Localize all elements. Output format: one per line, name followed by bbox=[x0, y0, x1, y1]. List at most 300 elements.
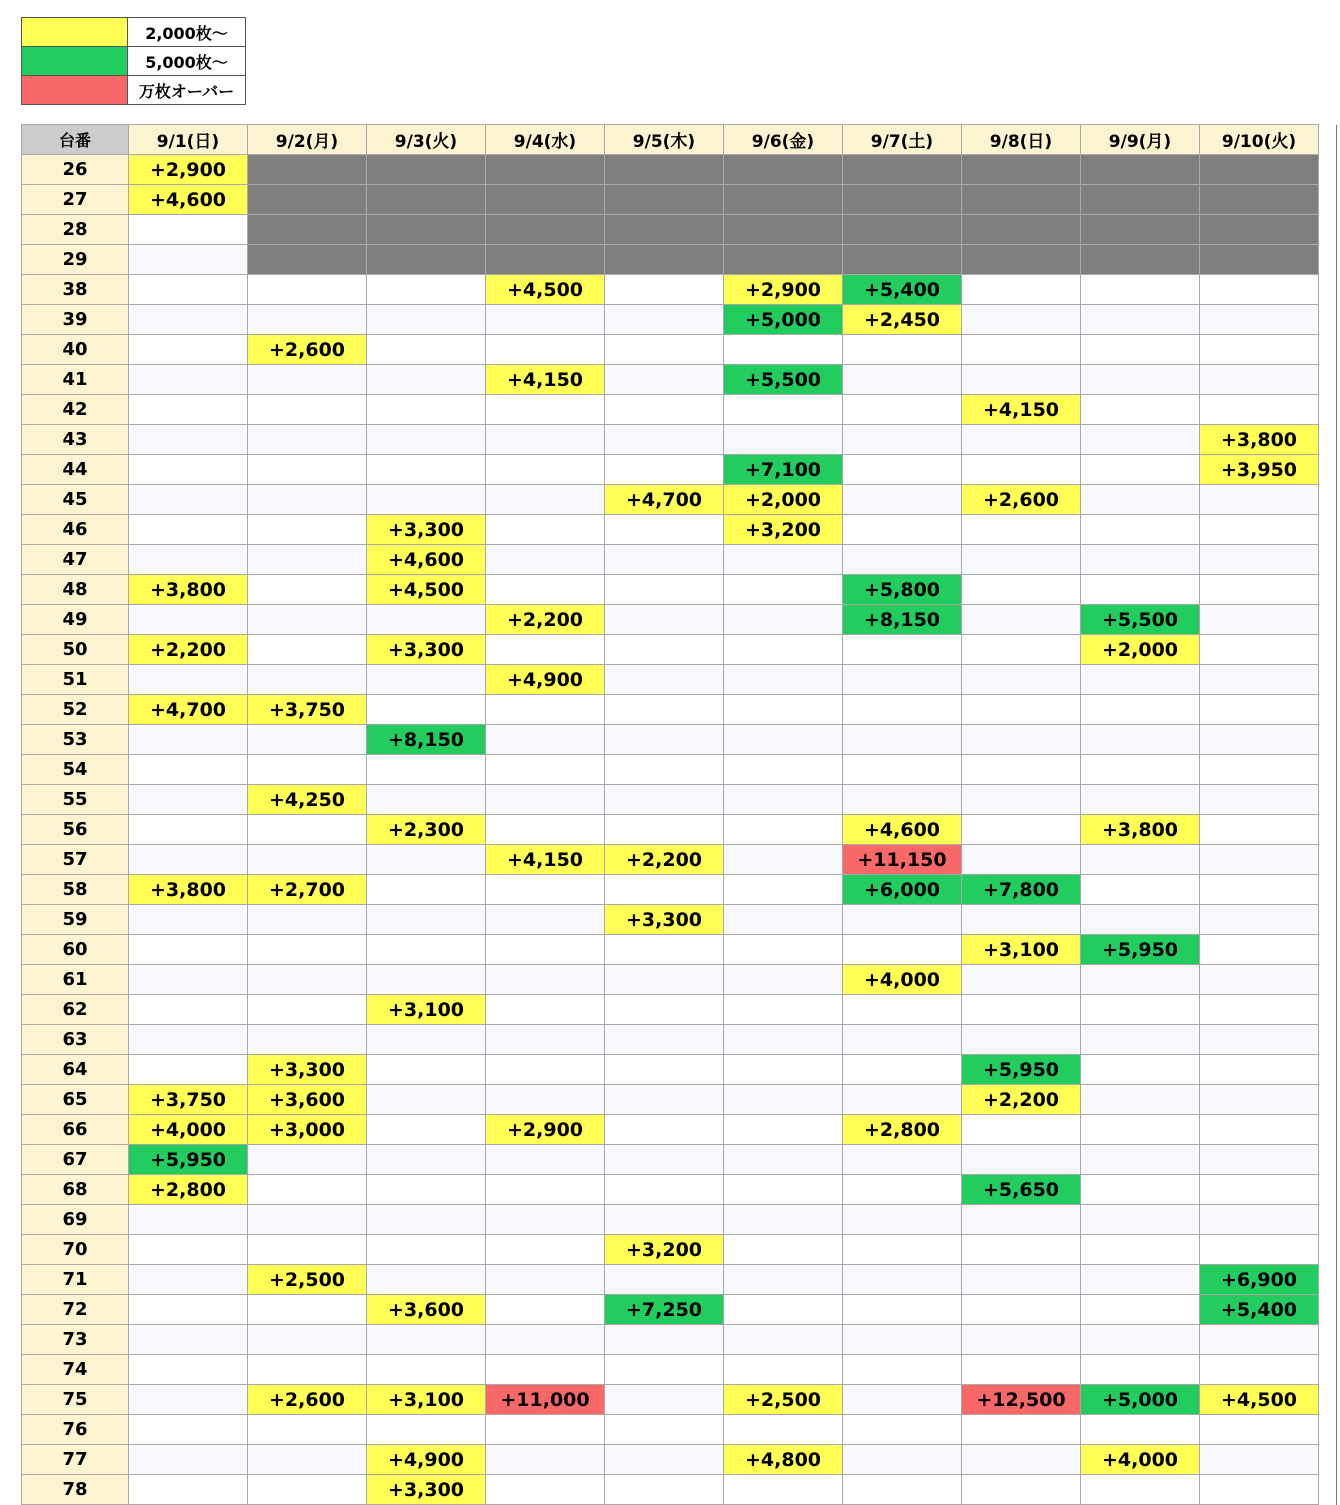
result-cell bbox=[724, 635, 843, 665]
result-cell: +3,100 bbox=[367, 1385, 486, 1415]
result-cell: +2,200 bbox=[962, 1085, 1081, 1115]
result-cell bbox=[1081, 575, 1200, 605]
result-cell bbox=[1200, 1025, 1319, 1055]
result-cell bbox=[843, 635, 962, 665]
result-cell bbox=[1081, 1265, 1200, 1295]
result-cell: +4,600 bbox=[843, 815, 962, 845]
result-cell bbox=[1200, 1085, 1319, 1115]
machine-number: 54 bbox=[22, 755, 129, 785]
result-cell bbox=[724, 815, 843, 845]
result-cell: +4,700 bbox=[129, 695, 248, 725]
result-cell bbox=[1200, 275, 1319, 305]
result-cell bbox=[1200, 365, 1319, 395]
machine-number: 70 bbox=[22, 1235, 129, 1265]
machine-number: 57 bbox=[22, 845, 129, 875]
result-cell: +4,500 bbox=[486, 275, 605, 305]
result-cell bbox=[1081, 1235, 1200, 1265]
result-cell: +4,000 bbox=[1081, 1445, 1200, 1475]
result-cell: +3,000 bbox=[248, 1115, 367, 1145]
table-row bbox=[22, 695, 1319, 725]
result-cell bbox=[962, 545, 1081, 575]
result-cell bbox=[129, 935, 248, 965]
result-cell bbox=[843, 1415, 962, 1445]
table-row bbox=[22, 155, 1319, 185]
result-cell bbox=[843, 935, 962, 965]
result-cell bbox=[962, 425, 1081, 455]
legend bbox=[21, 17, 246, 105]
result-cell bbox=[486, 935, 605, 965]
result-cell bbox=[962, 1295, 1081, 1325]
result-cell bbox=[962, 1145, 1081, 1175]
table-row bbox=[22, 875, 1319, 905]
result-cell: +12,500 bbox=[962, 1385, 1081, 1415]
result-cell bbox=[129, 995, 248, 1025]
result-cell bbox=[962, 995, 1081, 1025]
result-cell bbox=[1081, 965, 1200, 995]
table-row bbox=[22, 605, 1319, 635]
result-cell bbox=[1081, 455, 1200, 485]
result-cell: +3,200 bbox=[605, 1235, 724, 1265]
result-cell bbox=[724, 725, 843, 755]
result-cell bbox=[129, 725, 248, 755]
machine-number: 58 bbox=[22, 875, 129, 905]
table-row bbox=[22, 1415, 1319, 1445]
result-cell: +2,900 bbox=[486, 1115, 605, 1145]
result-cell bbox=[843, 785, 962, 815]
result-cell bbox=[605, 995, 724, 1025]
results-table bbox=[21, 124, 1319, 1505]
result-cell bbox=[486, 635, 605, 665]
table-row bbox=[22, 215, 1319, 245]
result-cell bbox=[486, 1175, 605, 1205]
table-row bbox=[22, 935, 1319, 965]
machine-number: 38 bbox=[22, 275, 129, 305]
result-cell bbox=[843, 695, 962, 725]
result-cell bbox=[843, 425, 962, 455]
result-cell: +4,000 bbox=[129, 1115, 248, 1145]
result-cell bbox=[1081, 1175, 1200, 1205]
result-cell bbox=[129, 755, 248, 785]
machine-number: 51 bbox=[22, 665, 129, 695]
machine-number: 40 bbox=[22, 335, 129, 365]
result-cell bbox=[605, 275, 724, 305]
result-cell bbox=[605, 1025, 724, 1055]
result-cell bbox=[843, 1175, 962, 1205]
machine-number: 41 bbox=[22, 365, 129, 395]
removed-cell bbox=[367, 245, 486, 275]
result-cell bbox=[724, 1025, 843, 1055]
result-cell: +5,400 bbox=[843, 275, 962, 305]
result-cell: +6,000 bbox=[843, 875, 962, 905]
result-cell bbox=[724, 1115, 843, 1145]
result-cell bbox=[843, 1295, 962, 1325]
table-row bbox=[22, 185, 1319, 215]
removed-cell bbox=[486, 245, 605, 275]
result-cell bbox=[1081, 1295, 1200, 1325]
result-cell bbox=[605, 305, 724, 335]
result-cell bbox=[367, 1055, 486, 1085]
table-row bbox=[22, 815, 1319, 845]
result-cell bbox=[486, 755, 605, 785]
result-cell bbox=[1081, 1355, 1200, 1385]
result-cell bbox=[367, 485, 486, 515]
removed-cell bbox=[1081, 155, 1200, 185]
result-cell bbox=[248, 1445, 367, 1475]
result-cell bbox=[843, 1355, 962, 1385]
result-cell bbox=[129, 1235, 248, 1265]
result-cell bbox=[605, 725, 724, 755]
result-cell bbox=[605, 665, 724, 695]
result-cell bbox=[962, 755, 1081, 785]
machine-number: 60 bbox=[22, 935, 129, 965]
result-cell bbox=[248, 1355, 367, 1385]
result-cell bbox=[605, 965, 724, 995]
result-cell bbox=[724, 1205, 843, 1235]
result-cell: +4,600 bbox=[367, 545, 486, 575]
table-row bbox=[22, 455, 1319, 485]
table-row bbox=[22, 635, 1319, 665]
result-cell bbox=[129, 395, 248, 425]
table-row bbox=[22, 575, 1319, 605]
result-cell bbox=[486, 1355, 605, 1385]
result-cell: +2,600 bbox=[962, 485, 1081, 515]
machine-number: 52 bbox=[22, 695, 129, 725]
result-cell bbox=[724, 335, 843, 365]
result-cell bbox=[1200, 515, 1319, 545]
result-cell bbox=[486, 515, 605, 545]
result-cell bbox=[129, 1055, 248, 1085]
result-cell bbox=[1081, 335, 1200, 365]
result-cell: +4,600 bbox=[129, 185, 248, 215]
result-cell bbox=[843, 1085, 962, 1115]
result-cell bbox=[248, 575, 367, 605]
result-cell bbox=[843, 1475, 962, 1505]
result-cell bbox=[962, 365, 1081, 395]
result-cell bbox=[843, 1145, 962, 1175]
result-cell bbox=[1081, 995, 1200, 1025]
result-cell bbox=[367, 1205, 486, 1235]
result-cell bbox=[129, 1205, 248, 1235]
result-cell bbox=[486, 995, 605, 1025]
result-cell bbox=[248, 455, 367, 485]
result-cell bbox=[1081, 485, 1200, 515]
result-cell bbox=[129, 515, 248, 545]
result-cell: +2,600 bbox=[248, 1385, 367, 1415]
result-cell bbox=[248, 485, 367, 515]
result-cell bbox=[248, 515, 367, 545]
date-header: 9/3(火) bbox=[367, 125, 486, 155]
result-cell bbox=[1200, 815, 1319, 845]
result-cell bbox=[486, 695, 605, 725]
result-cell bbox=[367, 875, 486, 905]
machine-number: 42 bbox=[22, 395, 129, 425]
result-cell bbox=[724, 395, 843, 425]
result-cell bbox=[724, 755, 843, 785]
machine-number: 48 bbox=[22, 575, 129, 605]
result-cell bbox=[367, 1025, 486, 1055]
removed-cell bbox=[1200, 215, 1319, 245]
date-header: 9/2(月) bbox=[248, 125, 367, 155]
result-cell: +4,900 bbox=[486, 665, 605, 695]
machine-number: 63 bbox=[22, 1025, 129, 1055]
legend-swatch bbox=[22, 47, 128, 76]
result-cell bbox=[248, 905, 367, 935]
table-row bbox=[22, 1295, 1319, 1325]
machine-number: 71 bbox=[22, 1265, 129, 1295]
result-cell bbox=[724, 1175, 843, 1205]
table-row bbox=[22, 335, 1319, 365]
removed-cell bbox=[367, 215, 486, 245]
removed-cell bbox=[605, 155, 724, 185]
result-cell bbox=[1200, 905, 1319, 935]
result-cell: +5,400 bbox=[1200, 1295, 1319, 1325]
result-cell bbox=[605, 695, 724, 725]
result-cell bbox=[129, 545, 248, 575]
result-cell bbox=[605, 1445, 724, 1475]
result-cell: +2,450 bbox=[843, 305, 962, 335]
result-cell bbox=[724, 1235, 843, 1265]
result-cell bbox=[724, 575, 843, 605]
result-cell bbox=[367, 425, 486, 455]
result-cell bbox=[129, 1325, 248, 1355]
result-cell bbox=[129, 845, 248, 875]
result-cell bbox=[605, 1265, 724, 1295]
result-cell: +5,000 bbox=[1081, 1385, 1200, 1415]
legend-swatch bbox=[22, 18, 128, 47]
machine-number: 47 bbox=[22, 545, 129, 575]
result-cell bbox=[248, 1295, 367, 1325]
result-cell: +3,750 bbox=[129, 1085, 248, 1115]
result-cell: +2,500 bbox=[724, 1385, 843, 1415]
removed-cell bbox=[248, 215, 367, 245]
result-cell bbox=[486, 725, 605, 755]
machine-number: 77 bbox=[22, 1445, 129, 1475]
result-cell bbox=[486, 1265, 605, 1295]
removed-cell bbox=[1081, 185, 1200, 215]
result-cell bbox=[962, 605, 1081, 635]
result-cell bbox=[724, 995, 843, 1025]
result-cell bbox=[1200, 485, 1319, 515]
result-cell bbox=[1200, 965, 1319, 995]
result-cell bbox=[248, 275, 367, 305]
result-cell bbox=[248, 365, 367, 395]
result-cell bbox=[1200, 395, 1319, 425]
result-cell bbox=[962, 515, 1081, 545]
result-cell bbox=[248, 395, 367, 425]
result-cell bbox=[843, 905, 962, 935]
result-cell bbox=[724, 1355, 843, 1385]
result-cell bbox=[1081, 425, 1200, 455]
result-cell: +4,500 bbox=[1200, 1385, 1319, 1415]
removed-cell bbox=[248, 185, 367, 215]
result-cell bbox=[367, 305, 486, 335]
result-cell bbox=[605, 1145, 724, 1175]
table-row bbox=[22, 1475, 1319, 1505]
removed-cell bbox=[248, 155, 367, 185]
date-header: 9/1(日) bbox=[129, 125, 248, 155]
result-cell bbox=[605, 1085, 724, 1115]
result-cell bbox=[962, 1475, 1081, 1505]
machine-number: 64 bbox=[22, 1055, 129, 1085]
result-cell bbox=[248, 605, 367, 635]
date-header: 9/5(木) bbox=[605, 125, 724, 155]
result-cell bbox=[248, 665, 367, 695]
result-cell bbox=[1200, 755, 1319, 785]
result-cell bbox=[605, 1355, 724, 1385]
machine-number: 28 bbox=[22, 215, 129, 245]
removed-cell bbox=[843, 185, 962, 215]
result-cell bbox=[367, 455, 486, 485]
result-cell: +3,800 bbox=[1081, 815, 1200, 845]
result-cell bbox=[1200, 605, 1319, 635]
result-cell bbox=[129, 965, 248, 995]
result-cell: +3,300 bbox=[367, 515, 486, 545]
result-cell bbox=[724, 1325, 843, 1355]
result-cell bbox=[129, 245, 248, 275]
removed-cell bbox=[724, 185, 843, 215]
removed-cell bbox=[486, 215, 605, 245]
result-cell bbox=[724, 785, 843, 815]
result-cell bbox=[605, 755, 724, 785]
result-cell bbox=[962, 1235, 1081, 1265]
result-cell bbox=[1200, 1475, 1319, 1505]
result-cell bbox=[1081, 1145, 1200, 1175]
result-cell bbox=[486, 425, 605, 455]
result-cell bbox=[1200, 1415, 1319, 1445]
result-cell bbox=[605, 1115, 724, 1145]
removed-cell bbox=[843, 155, 962, 185]
result-cell bbox=[843, 1385, 962, 1415]
result-cell: +4,800 bbox=[724, 1445, 843, 1475]
result-cell bbox=[1081, 515, 1200, 545]
result-cell: +2,800 bbox=[843, 1115, 962, 1145]
removed-cell bbox=[605, 185, 724, 215]
legend-row bbox=[22, 18, 246, 47]
removed-cell bbox=[1081, 215, 1200, 245]
result-cell bbox=[962, 635, 1081, 665]
result-cell: +5,950 bbox=[962, 1055, 1081, 1085]
table-row bbox=[22, 1145, 1319, 1175]
result-cell bbox=[248, 635, 367, 665]
result-cell bbox=[248, 1145, 367, 1175]
result-cell bbox=[843, 545, 962, 575]
result-cell bbox=[962, 1205, 1081, 1235]
removed-cell bbox=[843, 215, 962, 245]
result-cell: +4,700 bbox=[605, 485, 724, 515]
result-cell bbox=[1200, 665, 1319, 695]
machine-number: 73 bbox=[22, 1325, 129, 1355]
result-cell: +3,200 bbox=[724, 515, 843, 545]
result-cell bbox=[724, 695, 843, 725]
header-row bbox=[22, 125, 1319, 155]
machine-number: 44 bbox=[22, 455, 129, 485]
table-row bbox=[22, 365, 1319, 395]
removed-cell bbox=[724, 215, 843, 245]
result-cell bbox=[724, 1475, 843, 1505]
table-right-edge bbox=[1336, 125, 1337, 1505]
result-cell bbox=[962, 965, 1081, 995]
result-cell bbox=[486, 1055, 605, 1085]
result-cell bbox=[843, 1025, 962, 1055]
table-row bbox=[22, 1025, 1319, 1055]
result-cell bbox=[367, 605, 486, 635]
result-cell bbox=[605, 1175, 724, 1205]
result-cell bbox=[367, 695, 486, 725]
removed-cell bbox=[1081, 245, 1200, 275]
result-cell bbox=[605, 545, 724, 575]
machine-number: 50 bbox=[22, 635, 129, 665]
machine-number: 45 bbox=[22, 485, 129, 515]
result-cell bbox=[843, 515, 962, 545]
machine-number: 49 bbox=[22, 605, 129, 635]
result-cell: +5,950 bbox=[129, 1145, 248, 1175]
result-cell: +2,200 bbox=[605, 845, 724, 875]
machine-number-header: 台番 bbox=[22, 125, 129, 155]
removed-cell bbox=[1200, 185, 1319, 215]
result-cell bbox=[248, 965, 367, 995]
result-cell bbox=[1200, 335, 1319, 365]
result-cell bbox=[1200, 725, 1319, 755]
result-cell bbox=[1200, 875, 1319, 905]
result-cell bbox=[843, 1445, 962, 1475]
machine-number: 39 bbox=[22, 305, 129, 335]
table-row bbox=[22, 275, 1319, 305]
machine-number: 55 bbox=[22, 785, 129, 815]
result-cell bbox=[724, 1295, 843, 1325]
result-cell bbox=[486, 785, 605, 815]
removed-cell bbox=[605, 215, 724, 245]
result-cell bbox=[843, 335, 962, 365]
result-cell: +3,300 bbox=[367, 1475, 486, 1505]
legend-swatch bbox=[22, 76, 128, 105]
result-cell bbox=[1200, 785, 1319, 815]
result-cell bbox=[1081, 1085, 1200, 1115]
result-cell bbox=[724, 1085, 843, 1115]
result-cell: +3,800 bbox=[129, 875, 248, 905]
result-cell bbox=[129, 1415, 248, 1445]
result-cell bbox=[486, 305, 605, 335]
result-cell: +3,600 bbox=[367, 1295, 486, 1325]
result-cell bbox=[1081, 275, 1200, 305]
result-cell bbox=[724, 545, 843, 575]
result-cell bbox=[1200, 1445, 1319, 1475]
result-cell bbox=[1081, 1475, 1200, 1505]
table-row bbox=[22, 1115, 1319, 1145]
result-cell bbox=[129, 215, 248, 245]
result-cell bbox=[248, 1175, 367, 1205]
result-cell bbox=[843, 485, 962, 515]
result-cell: +2,200 bbox=[486, 605, 605, 635]
result-cell bbox=[605, 635, 724, 665]
machine-number: 27 bbox=[22, 185, 129, 215]
result-cell bbox=[486, 1415, 605, 1445]
result-cell: +2,300 bbox=[367, 815, 486, 845]
result-cell: +2,000 bbox=[724, 485, 843, 515]
result-cell bbox=[1081, 1055, 1200, 1085]
result-cell bbox=[962, 1355, 1081, 1385]
result-cell bbox=[367, 965, 486, 995]
result-cell bbox=[1081, 1415, 1200, 1445]
result-cell bbox=[367, 1175, 486, 1205]
result-cell bbox=[962, 845, 1081, 875]
result-cell bbox=[605, 935, 724, 965]
result-cell bbox=[843, 1055, 962, 1085]
result-cell bbox=[248, 995, 367, 1025]
result-cell: +5,650 bbox=[962, 1175, 1081, 1205]
removed-cell bbox=[962, 245, 1081, 275]
table-row bbox=[22, 1325, 1319, 1355]
result-cell bbox=[486, 575, 605, 605]
